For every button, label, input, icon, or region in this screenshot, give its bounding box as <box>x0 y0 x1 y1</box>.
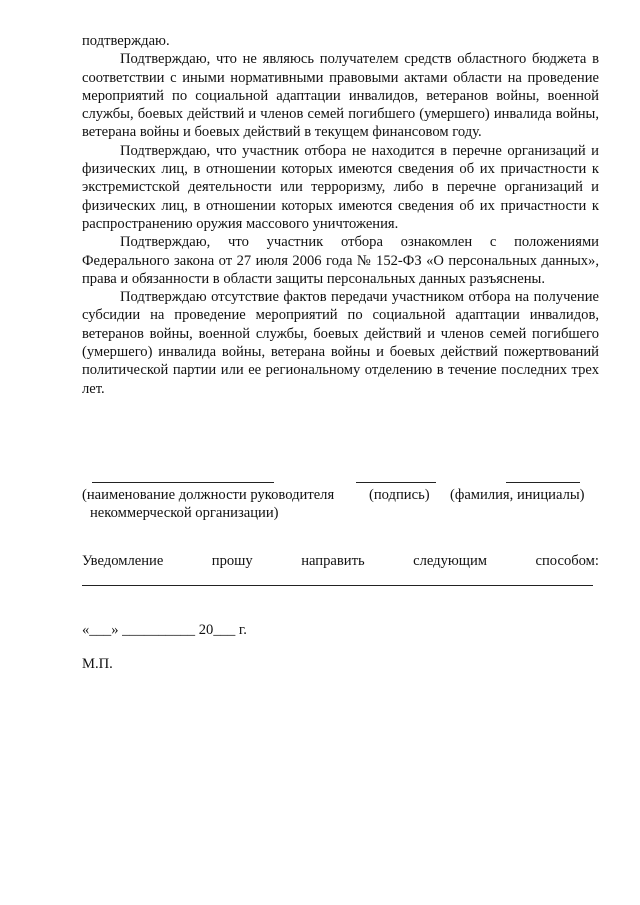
notice-word: прошу <box>211 553 253 569</box>
notice-request <box>82 553 599 570</box>
notice-word: направить <box>301 553 365 569</box>
paragraph-extremism-confirmation: Подтверждаю, что участник отбора не находится в перечне организаций и физических лиц, в отношении которых имеются сведения об их причастности к экстремистской деятельности или терроризму, либо в перечне организаций и физических лиц, в отношении которых имеются сведения об их причастности к распространению оружия массового уничтожения. <box>82 142 599 232</box>
signature-line <box>356 482 436 483</box>
signature-caption: (подпись) <box>369 487 430 503</box>
name-caption: (фамилия, инициалы) <box>450 487 585 503</box>
notice-method-line <box>82 585 593 586</box>
paragraph-continuation: подтверждаю. <box>82 33 170 49</box>
notice-word: следующим <box>413 553 488 569</box>
position-caption-line2: некоммерческой организации) <box>90 505 279 521</box>
notice-word: способом: <box>535 553 599 569</box>
paragraph-donations-confirmation: Подтверждаю отсутствие фактов передачи участником отбора на получение субсидии на проведение мероприятий по социальной адаптации инвалидов, ветеранов войны, военной службы, боевых действий и членов семей погибшего (умершего) инвалида войны, ветерана войны и боевых действий пожертвований политической партии или ее региональному отделению в течение последних трех лет. <box>82 289 599 397</box>
document-body <box>82 32 599 398</box>
position-caption <box>82 486 334 522</box>
position-signature-line <box>92 482 274 483</box>
date-line: «___» __________ 20___ г. <box>82 622 247 638</box>
stamp-label: М.П. <box>82 656 113 672</box>
paragraph-budget-confirmation: Подтверждаю, что не являюсь получателем средств областного бюджета в соответствии с иными нормативными правовыми актами области на проведение мероприятий по социальной адаптации инвалидов, ветеранов войны, военной службы, боевых действий и членов семей погибшего (умершего) инвалида войны, ветерана войны и боевых действий в текущем финансовом году. <box>82 51 599 141</box>
paragraph-personal-data-confirmation: Подтверждаю, что участник отбора ознакомлен с положениями Федерального закона от 27 июля 2006 года № 152-ФЗ «О персональных данных», права и обязанности в области защиты персональных данных разъяснены. <box>82 234 599 287</box>
position-caption-line1: (наименование должности руководителя <box>82 487 335 503</box>
notice-word: Уведомление <box>82 553 164 569</box>
name-signature-line <box>506 482 580 483</box>
